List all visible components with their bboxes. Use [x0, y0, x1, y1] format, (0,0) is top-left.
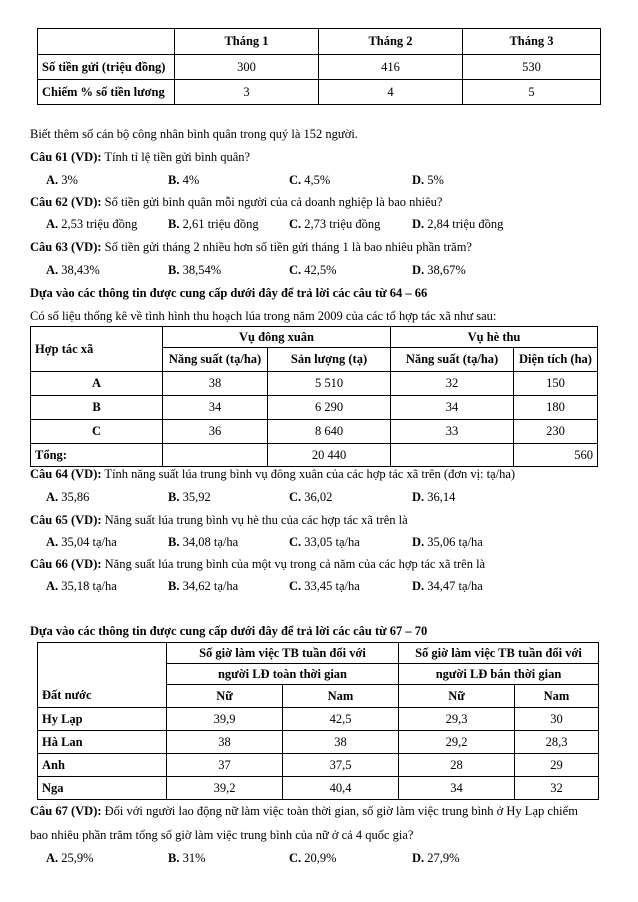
option-c[interactable]: C. 33,05 tạ/ha: [289, 535, 360, 549]
table-row: [38, 754, 599, 777]
row-label: Hy Lạp: [38, 708, 167, 731]
question-62: [30, 195, 442, 210]
option-a[interactable]: A. 35,86: [46, 490, 90, 504]
group-header-full-time: Số giờ làm việc TB tuần đối với: [167, 643, 399, 664]
row-label: Tổng:: [31, 444, 163, 467]
option-c[interactable]: C. 36,02: [289, 490, 333, 504]
table-header-row: [31, 327, 598, 348]
table-cell: 6 290: [268, 396, 391, 420]
intro-text: Biết thêm số cán bộ công nhân bình quân trong quý là 152 người.: [30, 127, 358, 141]
table-cell: [38, 29, 175, 55]
subheader-cell: Sản lượng (tạ): [268, 348, 391, 372]
table-header-cell: Tháng 2: [319, 29, 463, 55]
table-subheader-row: [38, 685, 599, 708]
question-text: Tính tỉ lệ tiền gửi bình quân?: [101, 150, 251, 164]
question-text: Năng suất lúa trung bình vụ hè thu của các hợp tác xã trên là: [101, 513, 408, 527]
question-text: Số tiền gửi tháng 2 nhiều hơn số tiền gửi tháng 1 là bao nhiêu phần trăm?: [101, 240, 472, 254]
question-label: Câu 66 (VD):: [30, 557, 102, 571]
header-cell: Hợp tác xã: [31, 327, 163, 372]
row-label: Chiếm % số tiền lương: [38, 80, 175, 105]
option-c[interactable]: C. 42,5%: [289, 263, 337, 277]
subheader-cell: Năng suất (tạ/ha): [391, 348, 514, 372]
table-row: [38, 80, 601, 105]
question-text: Đối với người lao động nữ làm việc toàn thời gian, số giờ làm việc trung bình ở Hy Lạp chiếm: [101, 804, 578, 818]
table-cell: 42,5: [283, 708, 399, 731]
option-a[interactable]: A. 35,18 tạ/ha: [46, 579, 117, 593]
table-cell: 34: [391, 396, 514, 420]
table-row: [38, 55, 601, 80]
table-cell: 28,3: [515, 731, 599, 754]
table-cell: [391, 444, 514, 467]
row-label: Hà Lan: [38, 731, 167, 754]
row-label: B: [31, 396, 163, 420]
table-cell: 5: [463, 80, 601, 105]
table-cell: 300: [175, 55, 319, 80]
table-cell: 29,3: [399, 708, 515, 731]
table-cell: [163, 444, 268, 467]
option-d[interactable]: D. 27,9%: [412, 851, 460, 865]
question-65: [30, 513, 408, 528]
group-header-winter-spring: Vụ đông xuân: [163, 327, 391, 348]
rice-harvest-table: [30, 326, 598, 467]
group-header-part-time: Số giờ làm việc TB tuần đối với: [399, 643, 599, 664]
option-c[interactable]: C. 4,5%: [289, 173, 331, 187]
working-hours-table: [37, 642, 599, 800]
option-d[interactable]: D. 35,06 tạ/ha: [412, 535, 483, 549]
option-a[interactable]: A. 25,9%: [46, 851, 94, 865]
table-cell: 38: [283, 731, 399, 754]
option-b[interactable]: B. 4%: [168, 173, 200, 187]
option-d[interactable]: D. 36,14: [412, 490, 456, 504]
option-b[interactable]: B. 34,08 tạ/ha: [168, 535, 239, 549]
subheader-cell: Nam: [283, 685, 399, 708]
table-header-cell: Tháng 1: [175, 29, 319, 55]
subheader-cell: Nam: [515, 685, 599, 708]
table-cell: 4: [319, 80, 463, 105]
table-cell: 8 640: [268, 420, 391, 444]
row-label: Nga: [38, 777, 167, 800]
header-cell: [38, 643, 167, 685]
table-header-row: [38, 643, 599, 664]
option-b[interactable]: B. 34,62 tạ/ha: [168, 579, 239, 593]
question-label: Câu 61 (VD):: [30, 150, 102, 164]
table-cell: 416: [319, 55, 463, 80]
question-label: Câu 67 (VD):: [30, 804, 102, 818]
table-row: [31, 372, 598, 396]
table-total-row: [31, 444, 598, 467]
table-cell: 34: [163, 396, 268, 420]
table-cell: 28: [399, 754, 515, 777]
table-header-row: [38, 29, 601, 55]
savings-table: [37, 28, 601, 105]
table-cell: 530: [463, 55, 601, 80]
table-cell: 30: [515, 708, 599, 731]
table-cell: 29,2: [399, 731, 515, 754]
subheader-cell: Nữ: [399, 685, 515, 708]
option-d[interactable]: D. 5%: [412, 173, 444, 187]
option-a[interactable]: A. 3%: [46, 173, 78, 187]
subheader-cell: Đất nước: [38, 685, 167, 708]
row-label: Anh: [38, 754, 167, 777]
table-cell: 560: [514, 444, 598, 467]
table-cell: 29: [515, 754, 599, 777]
option-d[interactable]: D. 34,47 tạ/ha: [412, 579, 483, 593]
question-text: Tính năng suất lúa trung bình vụ đông xuân của các hợp tác xã trên (đơn vị: tạ/ha): [101, 467, 516, 481]
table-row: [31, 396, 598, 420]
row-label: C: [31, 420, 163, 444]
option-b[interactable]: B. 38,54%: [168, 263, 222, 277]
question-64: [30, 467, 515, 482]
group-header-part-time-line2: người LĐ bán thời gian: [399, 664, 599, 685]
section-heading: Dựa vào các thông tin được cung cấp dưới đây để trả lời các câu từ 67 – 70: [30, 624, 428, 638]
table-cell: 39,9: [167, 708, 283, 731]
question-label: Câu 63 (VD):: [30, 240, 102, 254]
table-cell: 3: [175, 80, 319, 105]
table-row: [38, 777, 599, 800]
subheader-cell: Diện tích (ha): [514, 348, 598, 372]
question-67-continued: bao nhiêu phần trăm tổng số giờ làm việc trung bình của nữ ở cả 4 quốc gia?: [30, 828, 414, 842]
table-cell: 20 440: [268, 444, 391, 467]
table-row: [38, 708, 599, 731]
group-header-full-time-line2: người LĐ toàn thời gian: [167, 664, 399, 685]
question-label: Câu 62 (VD):: [30, 195, 102, 209]
option-d[interactable]: D. 38,67%: [412, 263, 466, 277]
row-label: A: [31, 372, 163, 396]
subheader-cell: Năng suất (tạ/ha): [163, 348, 268, 372]
option-a[interactable]: A. 2,53 triệu đồng: [46, 217, 138, 231]
question-text: Năng suất lúa trung bình của một vụ trong cả năm của các hợp tác xã trên là: [101, 557, 486, 571]
question-text: Số tiền gửi bình quân mỗi người của cả doanh nghiệp là bao nhiêu?: [101, 195, 443, 209]
table-cell: 34: [399, 777, 515, 800]
group-header-summer-autumn: Vụ hè thu: [391, 327, 598, 348]
question-67: [30, 804, 578, 819]
section-intro: Có số liệu thống kê về tình hình thu hoạch lúa trong năm 2009 của các tổ hợp tác xã như sau:: [30, 309, 497, 323]
option-a[interactable]: A. 38,43%: [46, 263, 100, 277]
option-c[interactable]: C. 20,9%: [289, 851, 337, 865]
option-b[interactable]: B. 2,61 triệu đồng: [168, 217, 259, 231]
table-cell: 37: [167, 754, 283, 777]
row-label: Số tiền gửi (triệu đồng): [38, 55, 175, 80]
table-cell: 32: [515, 777, 599, 800]
question-label: Câu 64 (VD):: [30, 467, 102, 481]
table-cell: 150: [514, 372, 598, 396]
table-row: [38, 731, 599, 754]
question-label: Câu 65 (VD):: [30, 513, 102, 527]
option-c[interactable]: C. 33,45 tạ/ha: [289, 579, 360, 593]
table-cell: 5 510: [268, 372, 391, 396]
table-cell: 37,5: [283, 754, 399, 777]
option-d[interactable]: D. 2,84 triệu đồng: [412, 217, 504, 231]
table-cell: 39,2: [167, 777, 283, 800]
table-cell: 180: [514, 396, 598, 420]
table-cell: 230: [514, 420, 598, 444]
table-row: [31, 420, 598, 444]
subheader-cell: Nữ: [167, 685, 283, 708]
question-63: [30, 240, 472, 255]
table-cell: 40,4: [283, 777, 399, 800]
option-c[interactable]: C. 2,73 triệu đồng: [289, 217, 381, 231]
table-header-cell: Tháng 3: [463, 29, 601, 55]
section-heading: Dựa vào các thông tin được cung cấp dưới đây để trả lời các câu từ 64 – 66: [30, 286, 428, 300]
option-a[interactable]: A. 35,04 tạ/ha: [46, 535, 117, 549]
table-cell: 32: [391, 372, 514, 396]
question-61: [30, 150, 250, 165]
option-b[interactable]: B. 35,92: [168, 490, 211, 504]
question-66: [30, 557, 485, 572]
option-b[interactable]: B. 31%: [168, 851, 206, 865]
table-cell: 38: [167, 731, 283, 754]
table-cell: 33: [391, 420, 514, 444]
table-cell: 38: [163, 372, 268, 396]
table-cell: 36: [163, 420, 268, 444]
